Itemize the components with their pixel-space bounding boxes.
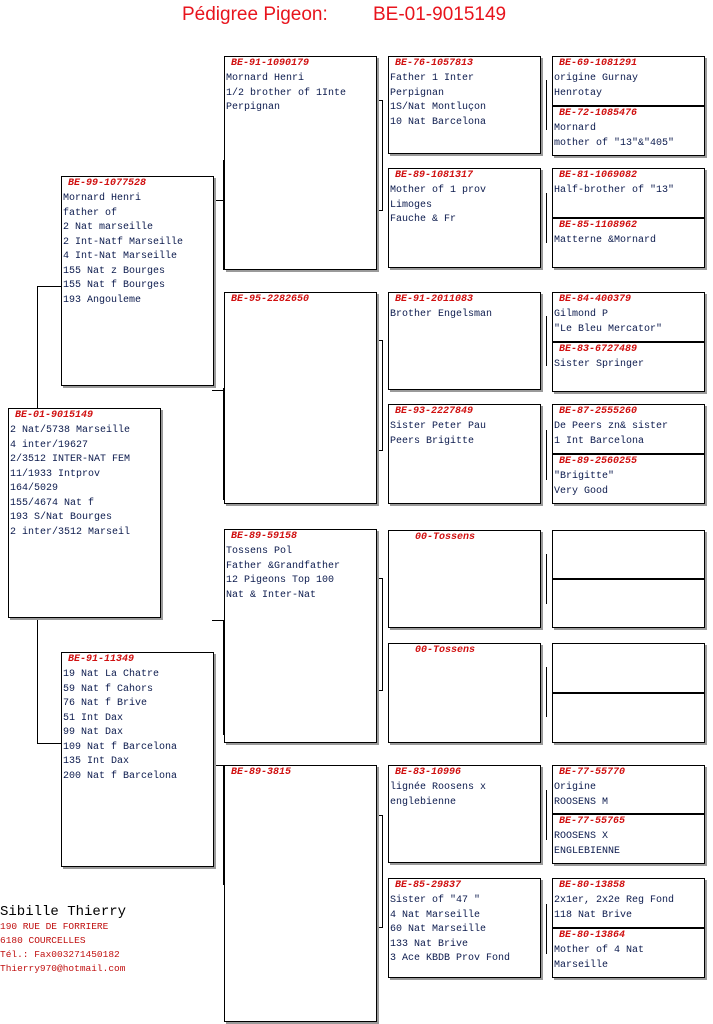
connector (376, 450, 383, 451)
pigeon-card-ds-dam (388, 643, 541, 743)
note-line: Mornard (554, 123, 597, 134)
note-line: 193 Angouleme (63, 294, 142, 306)
connector (376, 340, 383, 341)
note-line: "Brigitte" (554, 471, 615, 482)
note-line: Mornard Henri (63, 193, 142, 204)
note-line: Nat & Inter-Nat (226, 589, 317, 601)
connector (376, 578, 383, 579)
pigeon-notes (390, 308, 538, 323)
note-line: 200 Nat f Barcelona (63, 770, 178, 782)
note-line: 193 S/Nat Bourges (10, 512, 113, 523)
connector (382, 100, 383, 210)
pigeon-card-gen4 (552, 168, 705, 218)
connector (212, 620, 224, 621)
ring-number: BE-91-2011083 (395, 294, 474, 305)
ring-number: BE-85-29837 (395, 880, 462, 891)
note-line: 1/2 brother of 1Inte (226, 87, 347, 99)
connector (546, 904, 547, 954)
pigeon-notes (390, 894, 538, 967)
ring-number: BE-77-55770 (559, 767, 626, 778)
pigeon-card-gen4 (552, 56, 705, 106)
note-line: 133 Nat Brive (390, 938, 469, 950)
note-line: Matterne &Mornard (554, 235, 657, 246)
ring-number: BE-84-400379 (559, 294, 632, 305)
note-line: 4 Nat Marseille (390, 909, 481, 921)
pigeon-card-sire-dam (224, 292, 377, 504)
connector (546, 430, 547, 480)
connector (376, 690, 383, 691)
pigeon-card-gen4 (552, 579, 705, 628)
note-line: De Peers zn& sister (554, 421, 669, 432)
note-line: Marseille (554, 959, 609, 971)
note-line: 4 inter/19627 (10, 439, 89, 451)
note-line: 155 Nat z Bourges (63, 265, 166, 277)
connector (37, 743, 62, 744)
note-line: 2 Nat/5738 Marseille (10, 425, 131, 436)
note-line: Gilmond P (554, 309, 609, 320)
owner-info (0, 904, 126, 976)
owner-city: 6180 COURCELLES (0, 935, 86, 946)
ring-number: 00-Tossens (415, 645, 476, 656)
pigeon-card-gen4 (552, 292, 705, 342)
note-line: Mother of 4 Nat (554, 945, 645, 956)
note-line: Perpignan (226, 102, 281, 113)
note-line: 2x1er, 2x2e Reg Fond (554, 895, 675, 906)
ring-number: BE-93-2227849 (395, 406, 474, 417)
ring-number: BE-87-2555260 (559, 406, 638, 417)
connector (37, 286, 62, 287)
pigeon-card-gen4 (552, 454, 705, 504)
ring-number: BE-83-10996 (395, 767, 462, 778)
pigeon-card-gen4 (552, 814, 705, 864)
pigeon-notes (554, 944, 702, 973)
pigeon-notes (10, 424, 158, 540)
title-label: Pédigree Pigeon: (182, 4, 328, 25)
connector (37, 286, 38, 410)
pigeon-card-gen4 (552, 643, 705, 693)
pigeon-card-sire-sire (224, 56, 377, 270)
pigeon-card-dam (61, 652, 214, 867)
pigeon-notes (390, 781, 538, 810)
note-line: Perpignan (390, 87, 445, 99)
note-line: Father &Grandfather (226, 560, 341, 572)
pigeon-card-dam-dam (224, 765, 377, 1022)
owner-email: Thierry970@hotmail.com (0, 963, 126, 974)
ring-number: BE-91-11349 (68, 654, 135, 665)
ring-number: BE-95-2282650 (231, 294, 310, 305)
ring-number: BE-72-1085476 (559, 108, 638, 119)
note-line: 109 Nat f Barcelona (63, 741, 178, 753)
pigeon-notes (63, 668, 211, 784)
note-line: 4 Int-Nat Marseille (63, 251, 178, 262)
note-line: 118 Nat Brive (554, 909, 633, 921)
note-line: Origine (554, 782, 597, 793)
connector (546, 316, 547, 366)
ring-number: BE-99-1077528 (68, 178, 147, 189)
connector (546, 667, 547, 717)
pigeon-notes (554, 308, 702, 337)
ring-number: BE-89-1081317 (395, 170, 474, 181)
pigeon-notes (63, 192, 211, 308)
connector (546, 554, 547, 604)
pigeon-notes (390, 184, 538, 228)
connector (546, 80, 547, 130)
note-line: 51 Int Dax (63, 712, 124, 724)
note-line: Henrotay (554, 87, 603, 99)
pigeon-notes (554, 184, 702, 199)
ring-number: BE-89-2560255 (559, 456, 638, 467)
note-line: 2 Int-Natf Marseille (63, 236, 184, 248)
note-line: Mother of 1 prov (390, 185, 487, 196)
ring-number: BE-01-9015149 (15, 410, 94, 421)
connector (382, 578, 383, 691)
pigeon-card-gen4 (552, 218, 705, 268)
pigeon-notes (554, 122, 702, 151)
pigeon-notes (390, 72, 538, 130)
note-line: "Le Bleu Mercator" (554, 323, 663, 335)
note-line: 59 Nat f Cahors (63, 683, 154, 695)
pigeon-card-gen4 (552, 765, 705, 814)
connector (376, 210, 383, 211)
ring-number: BE-77-55765 (559, 816, 626, 827)
connector (382, 340, 383, 450)
pigeon-card-dd-sire (388, 765, 541, 863)
ring-number: BE-85-1108962 (559, 220, 638, 231)
pigeon-card-gen4 (552, 404, 705, 454)
note-line: Mornard Henri (226, 73, 305, 84)
pigeon-notes (554, 781, 702, 810)
ring-number: BE-91-1090179 (231, 58, 310, 69)
pigeon-card-sd-dam (388, 404, 541, 504)
pigeon-notes (226, 545, 374, 603)
pigeon-notes (554, 894, 702, 923)
note-line: Tossens Pol (226, 546, 293, 557)
note-line: 19 Nat La Chatre (63, 669, 160, 680)
pigeon-card-gen4 (552, 878, 705, 928)
pigeon-notes (554, 358, 702, 373)
title-ring-number: BE-01-9015149 (373, 4, 507, 25)
connector (546, 193, 547, 243)
note-line: 164/5029 (10, 483, 59, 494)
ring-number: BE-83-6727489 (559, 344, 638, 355)
note-line: Half-brother of "13" (554, 185, 675, 196)
note-line: 155 Nat f Bourges (63, 280, 166, 291)
connector (376, 927, 383, 928)
note-line: Peers Brigitte (390, 435, 475, 447)
pigeon-card-gen4 (552, 530, 705, 579)
owner-street: 190 RUE DE FORRIERE (0, 921, 109, 932)
note-line: 11/1933 Intprov (10, 468, 101, 480)
pigeon-card-sire (61, 176, 214, 386)
ring-number: BE-69-1081291 (559, 58, 638, 69)
note-line: 2 Nat marseille (63, 222, 154, 233)
pigeon-card-ss-sire (388, 56, 541, 154)
owner-phone: Tél.: Fax003271450182 (0, 949, 120, 960)
connector (376, 100, 383, 101)
pigeon-notes (390, 420, 538, 449)
note-line: 155/4674 Nat f (10, 497, 95, 509)
connector (37, 618, 38, 744)
note-line: 3 Ace KBDB Prov Fond (390, 953, 511, 964)
pigeon-card-ds-sire (388, 530, 541, 628)
note-line: ROOSENS X (554, 831, 609, 842)
connector (546, 790, 547, 840)
note-line: englebienne (390, 796, 457, 808)
note-line: 2/3512 INTER-NAT FEM (10, 454, 131, 465)
note-line: Sister Peter Pau (390, 421, 487, 432)
connector (376, 815, 383, 816)
connector (212, 390, 224, 391)
note-line: 10 Nat Barcelona (390, 116, 487, 128)
note-line: mother of "13"&"405" (554, 137, 675, 149)
pigeon-card-dam-sire (224, 529, 377, 743)
ring-number: BE-89-59158 (231, 531, 298, 542)
note-line: Limoges (390, 199, 433, 211)
pigeon-card-gen4 (552, 928, 705, 978)
ring-number: BE-89-3815 (231, 767, 292, 778)
pigeon-notes (554, 830, 702, 859)
note-line: origine Gurnay (554, 73, 639, 84)
note-line: father of (63, 207, 118, 219)
pigeon-notes (554, 470, 702, 499)
owner-name: Sibille Thierry (0, 904, 127, 920)
note-line: 2 inter/3512 Marseil (10, 526, 131, 538)
note-line: 135 Int Dax (63, 756, 130, 767)
note-line: 99 Nat Dax (63, 727, 124, 738)
pigeon-notes (226, 72, 374, 116)
note-line: 1S/Nat Montluçon (390, 102, 487, 113)
pigeon-card-gen4 (552, 693, 705, 743)
ring-number: 00-Tossens (415, 532, 476, 543)
note-line: 1 Int Barcelona (554, 435, 645, 447)
ring-number: BE-81-1069082 (559, 170, 638, 181)
pigeon-notes (554, 234, 702, 249)
pigeon-card-subject (8, 408, 161, 618)
note-line: ENGLEBIENNE (554, 845, 621, 857)
ring-number: BE-80-13864 (559, 930, 626, 941)
ring-number: BE-76-1057813 (395, 58, 474, 69)
note-line: 60 Nat Marseille (390, 924, 487, 935)
note-line: Fauche & Fr (390, 214, 457, 225)
note-line: 76 Nat f Brive (63, 698, 148, 709)
note-line: 12 Pigeons Top 100 (226, 575, 335, 586)
ring-number: BE-80-13858 (559, 880, 626, 891)
pigeon-card-sd-sire (388, 292, 541, 390)
pigeon-notes (554, 72, 702, 101)
pigeon-card-gen4 (552, 106, 705, 156)
note-line: Very Good (554, 485, 609, 497)
note-line: ROOSENS M (554, 796, 609, 808)
pigeon-card-dd-dam (388, 878, 541, 978)
pigeon-notes (554, 420, 702, 449)
pigeon-card-ss-dam (388, 168, 541, 268)
note-line: Sister of "47 " (390, 895, 481, 906)
note-line: Brother Engelsman (390, 309, 493, 320)
note-line: Sister Springer (554, 359, 645, 370)
note-line: lignée Roosens x (390, 782, 487, 793)
connector (382, 815, 383, 928)
note-line: Father 1 Inter (390, 73, 475, 84)
pigeon-card-gen4 (552, 342, 705, 392)
